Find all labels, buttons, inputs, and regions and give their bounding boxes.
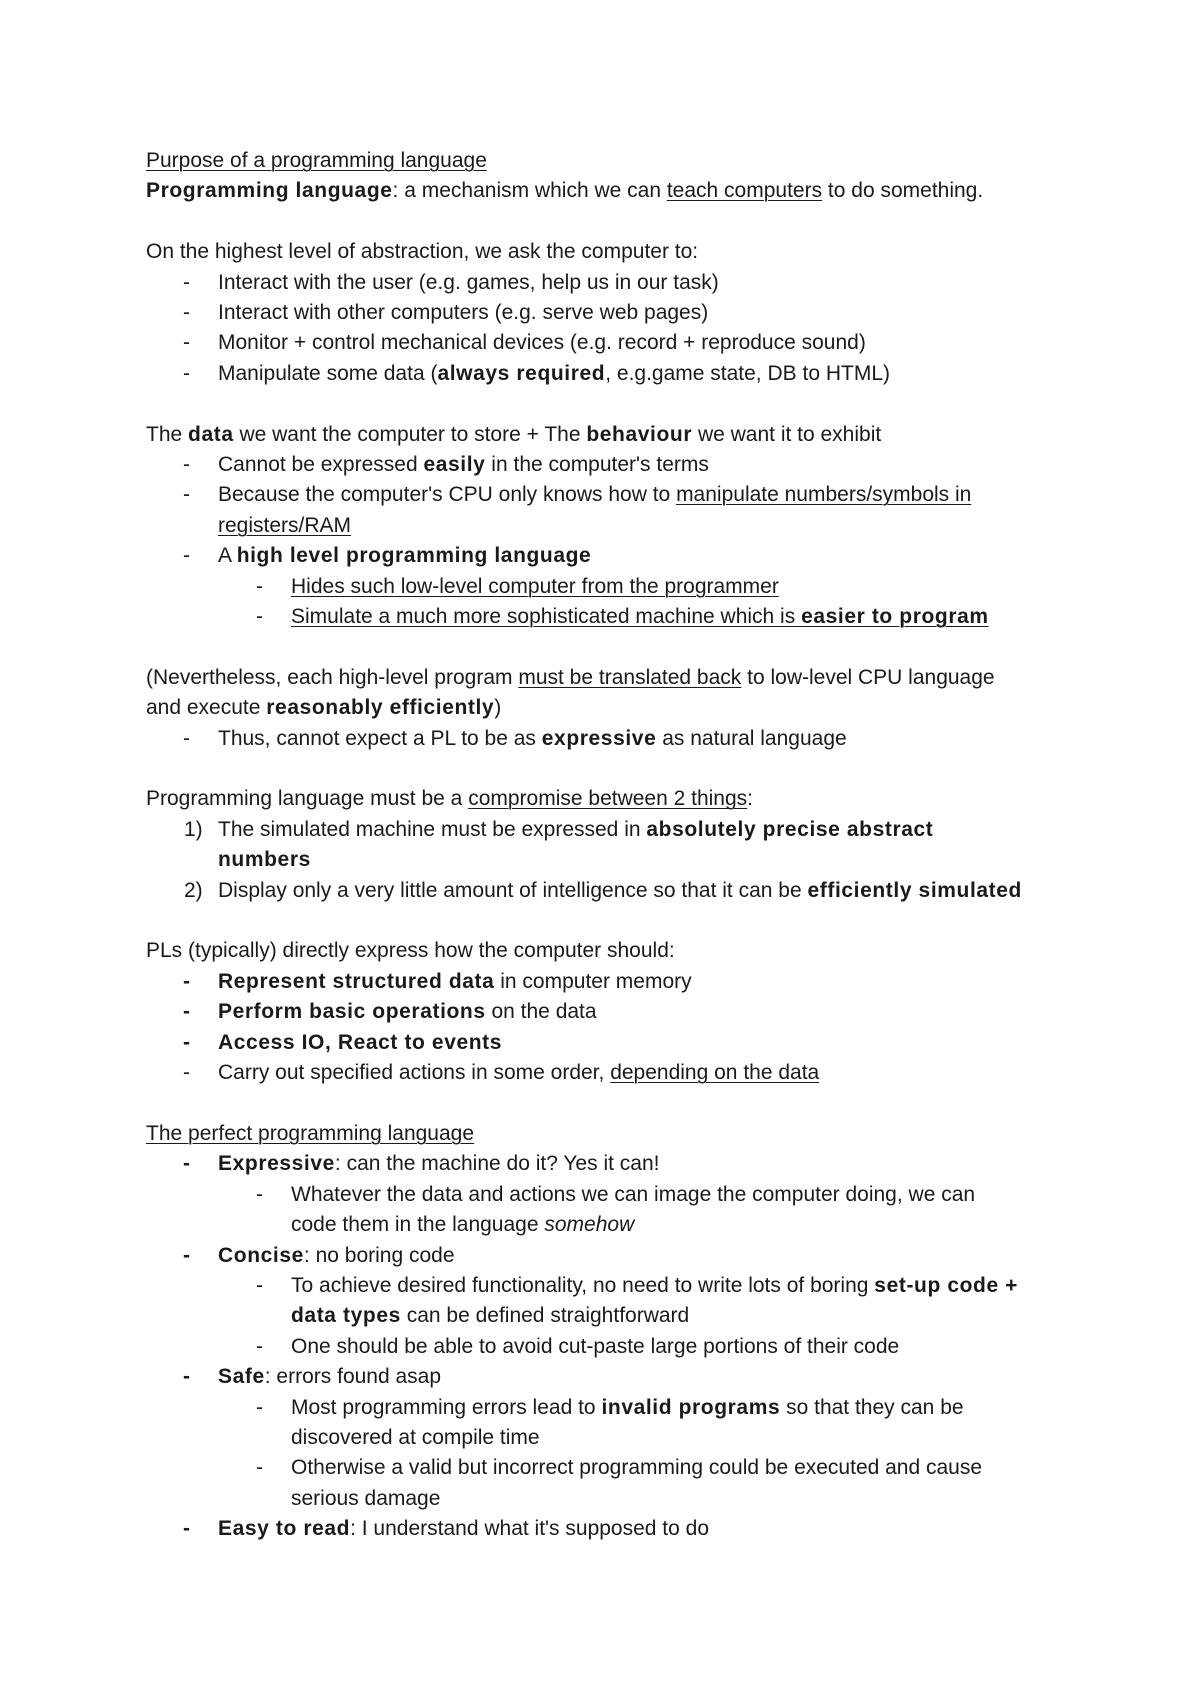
list-item: - Interact with the user (e.g. games, help us in our task) bbox=[146, 268, 1086, 298]
dash-bullet: - bbox=[256, 1456, 263, 1480]
dash-bullet: - bbox=[183, 544, 190, 568]
dash-bullet: - bbox=[183, 1243, 190, 1267]
list-item: - Interact with other computers (e.g. serve web pages) bbox=[146, 298, 1086, 328]
dash-bullet: - bbox=[183, 301, 190, 325]
list-item: - Expressive: can the machine do it? Yes it can! bbox=[146, 1149, 1086, 1179]
nevertheless-line-1: (Nevertheless, each high-level program must be translated back to low-level CPU language bbox=[146, 665, 995, 689]
list-item: - Thus, cannot expect a PL to be as expressive as natural language bbox=[146, 724, 1086, 754]
dash-bullet: - bbox=[256, 1395, 263, 1419]
dash-bullet: - bbox=[256, 1182, 263, 1206]
list-item: - Concise: no boring code bbox=[146, 1241, 1086, 1271]
compromise-line: Programming language must be a compromise between 2 things: bbox=[146, 787, 754, 811]
sub-list-item-continuation: data types can be defined straightforward bbox=[291, 1304, 690, 1328]
list-item: - Carry out specified actions in some order, depending on the data bbox=[146, 1058, 1086, 1088]
list-item: - Access IO, React to events bbox=[146, 1028, 1086, 1058]
dash-bullet: - bbox=[256, 605, 263, 629]
number-marker: 1) bbox=[184, 817, 203, 841]
list-item: - Perform basic operations on the data bbox=[146, 997, 1086, 1027]
dash-bullet: - bbox=[256, 1334, 263, 1358]
dash-bullet: - bbox=[183, 1517, 190, 1541]
sub-list-item: - Otherwise a valid but incorrect programming could be executed and cause bbox=[146, 1453, 1086, 1483]
dash-bullet: - bbox=[183, 1365, 190, 1389]
dash-bullet: - bbox=[183, 453, 190, 477]
sub-list-item: - Hides such low-level computer from the programmer bbox=[146, 572, 1086, 602]
dash-bullet: - bbox=[183, 270, 190, 294]
numbered-item: 2) Display only a very little amount of intelligence so that it can be efficiently simulated bbox=[146, 876, 1086, 906]
sub-list-item-continuation: code them in the language somehow bbox=[291, 1213, 635, 1237]
dash-bullet: - bbox=[183, 726, 190, 750]
dash-bullet: - bbox=[183, 483, 190, 507]
data-behaviour-line: The data we want the computer to store + The behaviour we want it to exhibit bbox=[146, 422, 882, 446]
list-item: - Monitor + control mechanical devices (e.g. record + reproduce sound) bbox=[146, 328, 1086, 358]
numbered-item: 1) The simulated machine must be expressed in absolutely precise abstract bbox=[146, 815, 1086, 845]
sub-list-item: - Simulate a much more sophisticated machine which is easier to program bbox=[146, 602, 1086, 632]
dash-bullet: - bbox=[183, 1030, 190, 1054]
nevertheless-line-2: and execute reasonably efficiently) bbox=[146, 696, 502, 720]
list-item: - Safe: errors found asap bbox=[146, 1362, 1086, 1392]
list-item-continuation: registers/RAM bbox=[218, 513, 352, 537]
pls-intro: PLs (typically) directly express how the computer should: bbox=[146, 939, 675, 963]
number-marker: 2) bbox=[184, 878, 203, 902]
dash-bullet: - bbox=[256, 1273, 263, 1297]
sub-list-item: - Whatever the data and actions we can image the computer doing, we can bbox=[146, 1180, 1086, 1210]
sub-list-item-continuation: discovered at compile time bbox=[291, 1425, 540, 1449]
sub-list-item: - To achieve desired functionality, no need to write lots of boring set-up code + bbox=[146, 1271, 1086, 1301]
list-item: - A high level programming language bbox=[146, 541, 1086, 571]
document-page bbox=[146, 146, 1086, 1545]
sub-list-item: - Most programming errors lead to invalid programs so that they can be bbox=[146, 1393, 1086, 1423]
dash-bullet: - bbox=[183, 969, 190, 993]
sub-list-item-continuation: serious damage bbox=[291, 1486, 441, 1510]
sub-list-item: - One should be able to avoid cut-paste large portions of their code bbox=[146, 1332, 1086, 1362]
section-heading-purpose: Purpose of a programming language bbox=[146, 149, 487, 172]
dash-bullet: - bbox=[183, 1152, 190, 1176]
list-item: - Manipulate some data (always required, e.g.game state, DB to HTML) bbox=[146, 359, 1086, 389]
abstraction-intro: On the highest level of abstraction, we ask the computer to: bbox=[146, 240, 699, 264]
dash-bullet: - bbox=[183, 1000, 190, 1024]
section-heading-perfect: The perfect programming language bbox=[146, 1121, 475, 1145]
list-item: - Represent structured data in computer memory bbox=[146, 967, 1086, 997]
numbered-item-continuation: numbers bbox=[218, 848, 311, 872]
dash-bullet: - bbox=[183, 361, 190, 385]
list-item: - Cannot be expressed easily in the computer's terms bbox=[146, 450, 1086, 480]
dash-bullet: - bbox=[183, 1061, 190, 1085]
definition-line: Programming language: a mechanism which we can teach computers to do something. bbox=[146, 179, 984, 203]
dash-bullet: - bbox=[256, 574, 263, 598]
list-item: - Easy to read: I understand what it's supposed to do bbox=[146, 1514, 1086, 1544]
dash-bullet: - bbox=[183, 331, 190, 355]
list-item: - Because the computer's CPU only knows how to manipulate numbers/symbols in bbox=[146, 480, 1086, 510]
